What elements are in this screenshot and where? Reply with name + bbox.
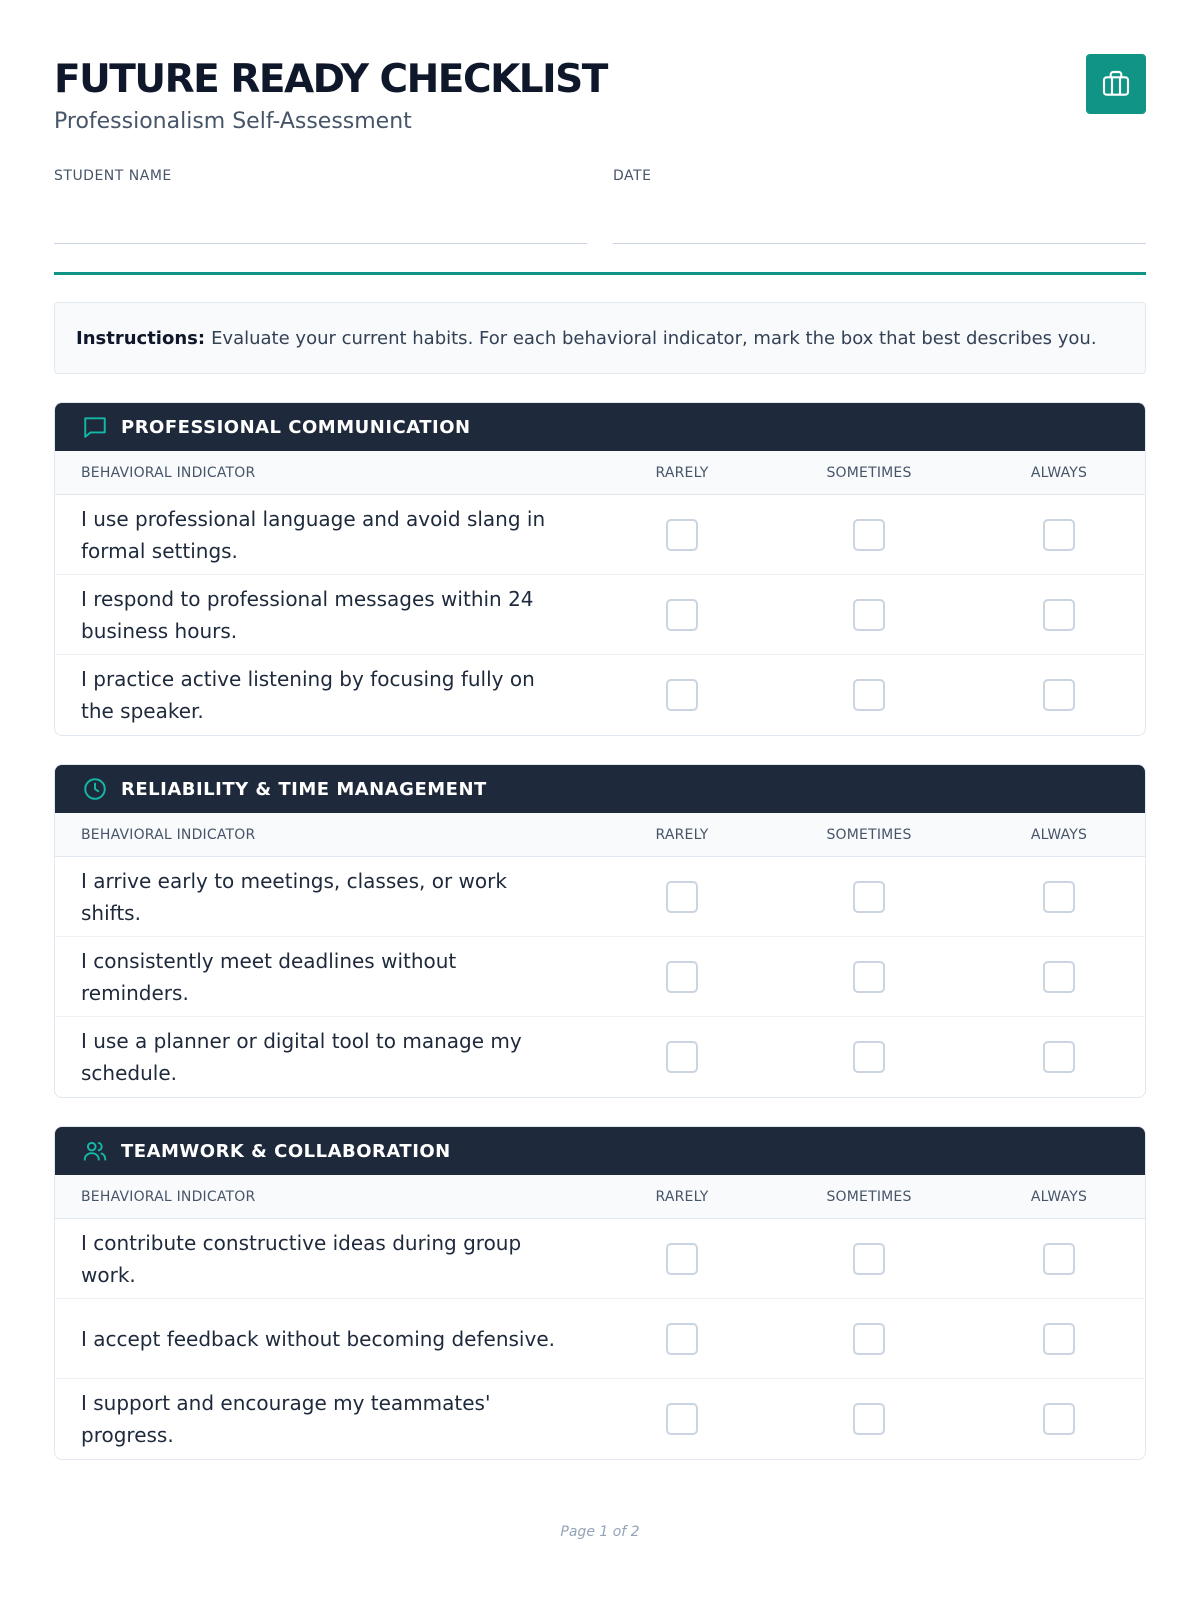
always-checkbox[interactable] (1043, 1041, 1075, 1073)
indicator-text: I use a planner or digital tool to manage my schedule. (81, 1029, 522, 1085)
chat-bubble-icon (81, 413, 109, 441)
table-row (55, 1017, 1145, 1097)
rarely-checkbox[interactable] (666, 961, 698, 993)
table-row (55, 1299, 1145, 1379)
rarely-checkbox[interactable] (666, 1041, 698, 1073)
checklist-page (54, 0, 1146, 1600)
always-checkbox[interactable] (1043, 1323, 1075, 1355)
indicator-text: I support and encourage my teammates' progress. (81, 1391, 491, 1447)
instructions-box (54, 302, 1146, 374)
indicator-text: I practice active listening by focusing fully on the speaker. (81, 667, 535, 723)
rarely-checkbox[interactable] (666, 881, 698, 913)
rarely-checkbox[interactable] (666, 1323, 698, 1355)
page-header (54, 54, 1146, 144)
section-header (55, 765, 1145, 813)
instructions-text: Evaluate your current habits. For each behavioral indicator, mark the box that best describes you. (211, 327, 1097, 349)
table-row (55, 495, 1145, 575)
page-number: Page 1 of 2 (560, 1524, 640, 1540)
column-header-rarely: RARELY (655, 1189, 709, 1205)
date-label: DATE (613, 168, 652, 184)
sometimes-checkbox[interactable] (853, 599, 885, 631)
always-checkbox[interactable] (1043, 599, 1075, 631)
indicator-text: I consistently meet deadlines without reminders. (81, 948, 457, 1005)
always-checkbox[interactable] (1043, 519, 1075, 551)
sometimes-checkbox[interactable] (853, 1403, 885, 1435)
column-header-always: ALWAYS (1030, 1189, 1088, 1205)
clock-icon (81, 775, 109, 803)
section-reliability-time-management (54, 764, 1146, 1098)
always-checkbox[interactable] (1043, 679, 1075, 711)
table-row (55, 655, 1145, 735)
table-row (55, 857, 1145, 937)
rarely-checkbox[interactable] (666, 1243, 698, 1275)
users-icon (81, 1137, 109, 1165)
section-professional-communication (54, 402, 1146, 736)
section-teamwork-collaboration (54, 1126, 1146, 1460)
column-header-rarely: RARELY (655, 827, 709, 843)
column-header-row (55, 451, 1145, 495)
rarely-checkbox[interactable] (666, 599, 698, 631)
rarely-checkbox[interactable] (666, 679, 698, 711)
sometimes-checkbox[interactable] (853, 1041, 885, 1073)
column-header-rarely: RARELY (655, 465, 709, 481)
header-divider (54, 272, 1146, 275)
column-header-row (55, 813, 1145, 857)
sometimes-checkbox[interactable] (853, 1243, 885, 1275)
section-title: TEAMWORK & COLLABORATION (121, 1140, 451, 1162)
instructions-label: Instructions: (76, 327, 206, 349)
column-header-sometimes: SOMETIMES (826, 827, 912, 843)
indicator-text: I arrive early to meetings, classes, or work shifts. (81, 868, 507, 925)
column-header-always: ALWAYS (1030, 465, 1088, 481)
column-header-row (55, 1175, 1145, 1219)
always-checkbox[interactable] (1043, 1403, 1075, 1435)
table-row (55, 937, 1145, 1017)
sometimes-checkbox[interactable] (853, 679, 885, 711)
rarely-checkbox[interactable] (666, 519, 698, 551)
page-title: FUTURE READY CHECKLIST (54, 57, 607, 102)
section-header (55, 403, 1145, 451)
indicator-text: I accept feedback without becoming defensive. (81, 1326, 555, 1351)
sometimes-checkbox[interactable] (853, 961, 885, 993)
column-header-indicator: BEHAVIORAL INDICATOR (81, 465, 256, 481)
table-row (55, 575, 1145, 655)
column-header-indicator: BEHAVIORAL INDICATOR (81, 827, 256, 843)
student-name-underline (54, 243, 587, 244)
briefcase-icon (1086, 54, 1146, 114)
always-checkbox[interactable] (1043, 961, 1075, 993)
section-title: RELIABILITY & TIME MANAGEMENT (121, 778, 487, 800)
column-header-indicator: BEHAVIORAL INDICATOR (81, 1189, 256, 1205)
date-input[interactable] (613, 200, 1146, 240)
column-header-sometimes: SOMETIMES (826, 465, 912, 481)
student-name-label: STUDENT NAME (54, 168, 172, 184)
student-name-input[interactable] (54, 200, 587, 240)
column-header-always: ALWAYS (1030, 827, 1088, 843)
sometimes-checkbox[interactable] (853, 519, 885, 551)
date-underline (613, 243, 1146, 244)
indicator-text: I contribute constructive ideas during group work. (81, 1230, 522, 1287)
column-header-sometimes: SOMETIMES (826, 1189, 912, 1205)
indicator-text: I respond to professional messages within 24 business hours. (81, 586, 534, 643)
sometimes-checkbox[interactable] (853, 881, 885, 913)
table-row (55, 1219, 1145, 1299)
section-title: PROFESSIONAL COMMUNICATION (121, 416, 471, 438)
rarely-checkbox[interactable] (666, 1403, 698, 1435)
indicator-text: I use professional language and avoid slang in formal settings. (81, 506, 546, 563)
sometimes-checkbox[interactable] (853, 1323, 885, 1355)
page-subtitle: Professionalism Self-Assessment (54, 109, 412, 134)
always-checkbox[interactable] (1043, 881, 1075, 913)
section-header (55, 1127, 1145, 1175)
always-checkbox[interactable] (1043, 1243, 1075, 1275)
table-row (55, 1379, 1145, 1459)
